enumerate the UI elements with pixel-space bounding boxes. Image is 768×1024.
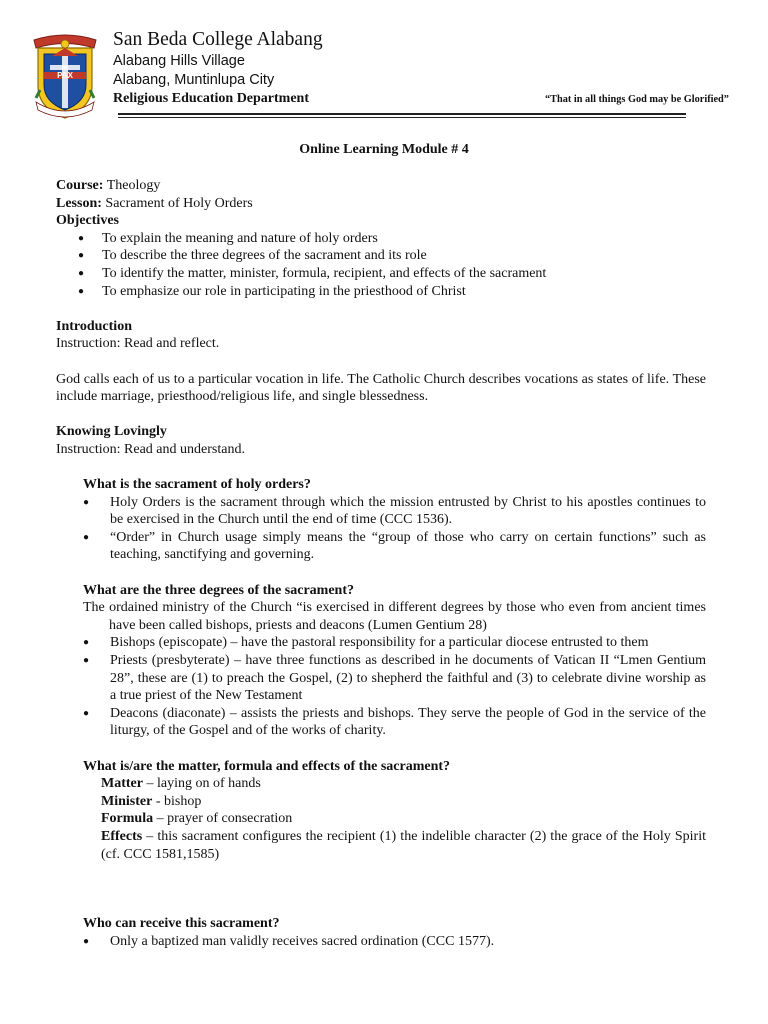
module-content	[56, 177, 706, 950]
introduction-instruction: Instruction: Read and reflect.	[56, 336, 220, 352]
knowing-instruction: Instruction: Read and understand.	[56, 441, 245, 457]
section-holy-orders	[56, 476, 706, 950]
minister-line: Minister - bishop	[101, 793, 202, 809]
list-item: ● To explain the meaning and nature of holy orders	[56, 230, 706, 248]
module-title: Online Learning Module # 4	[299, 142, 469, 157]
list-item: ● Holy Orders is the sacrament through which the mission entrusted by Christ to his apostles continues to be exercised in the Church until the end of time (CCC 1536).	[83, 494, 706, 529]
motto: “That in all things God may be Glorified”	[545, 94, 729, 105]
department-name: Religious Education Department	[113, 91, 309, 106]
list-item: ● “Order” in Church usage simply means the “group of those who carry on certain functions” such as teaching, sanctifying and governing.	[83, 529, 706, 564]
introduction-heading: Introduction	[56, 318, 132, 334]
list-item: ● Bishops (episcopate) – have the pastoral responsibility for a particular diocese entrusted to them	[83, 634, 706, 652]
list-item: ● To identify the matter, minister, formula, recipient, and effects of the sacrament	[56, 265, 706, 283]
degrees-list	[83, 634, 706, 740]
list-item: ● To emphasize our role in participating in the priesthood of Christ	[56, 283, 706, 301]
header-rule-thin	[118, 117, 686, 118]
college-seal-icon	[30, 28, 100, 120]
question-heading: What is the sacrament of holy orders?	[83, 477, 311, 493]
list-item: ● Priests (presbyterate) – have three functions as described in he documents of Vatican II “Lmen Gentium 28”, these are (1) to preach the Gospel, (2) to shepherd the faithful and (3) to celebrate divine worship as a true priest of the New Testament	[83, 652, 706, 705]
objectives-list	[56, 230, 706, 300]
formula-line: Formula – prayer of consecration	[101, 811, 293, 827]
answer-list	[83, 494, 706, 564]
knowing-heading: Knowing Lovingly	[56, 424, 167, 440]
list-item: ● To describe the three degrees of the sacrament and its role	[56, 247, 706, 265]
list-item: ● Deacons (diaconate) – assists the priests and bishops. They serve the people of God in the service of the liturgy, of the Gospel and of the works of charity.	[83, 705, 706, 740]
effects-line: Effects – this sacrament configures the recipient (1) the indelible character (2) the grace of the Holy Spirit (cf. CCC 1581,1585)	[101, 828, 706, 862]
question-heading: What is/are the matter, formula and effects of the sacrament?	[83, 758, 451, 774]
degrees-intro: The ordained ministry of the Church “is exercised in different degrees by those who even from ancient times have been called bishops, priests and deacons (Lumen Gentium 28)	[83, 600, 706, 633]
course-line: Course: Theology	[56, 178, 161, 193]
school-name: San Beda College Alabang	[113, 29, 323, 50]
objectives-heading: Objectives	[56, 213, 119, 229]
address-line-2: Alabang, Muntinlupa City	[113, 72, 275, 88]
svg-text:PAX: PAX	[57, 71, 73, 80]
list-item: ● Only a baptized man validly receives sacred ordination (CCC 1577).	[83, 933, 706, 951]
question-heading: What are the three degrees of the sacrament?	[83, 582, 354, 598]
introduction-paragraph: God calls each of us to a particular vocation in life. The Catholic Church describes vocations as states of life. These include marriage, priesthood/religious life, and single blessedness.	[56, 371, 706, 405]
matter-line: Matter – laying on of hands	[101, 776, 261, 792]
matter-formula-effects	[83, 775, 706, 863]
address-line-1: Alabang Hills Village	[113, 53, 245, 69]
recipient-list	[83, 933, 706, 951]
question-heading: Who can receive this sacrament?	[83, 916, 280, 932]
lesson-line: Lesson: Sacrament of Holy Orders	[56, 195, 253, 211]
header-rule-thick	[118, 113, 686, 115]
